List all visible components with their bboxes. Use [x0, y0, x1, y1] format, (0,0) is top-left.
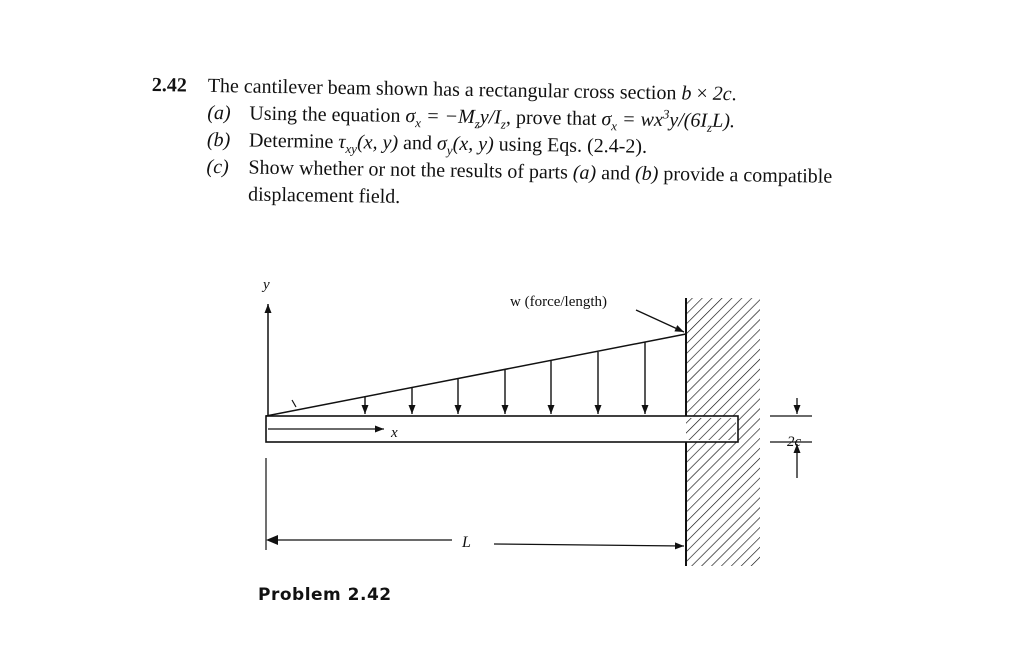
intro-text: The cantilever beam shown has a rectangular cross section: [207, 74, 677, 105]
dim-2c: 2c: [712, 82, 732, 106]
load-leader: [636, 310, 684, 332]
x-axis-label: x: [391, 425, 398, 441]
part-b: (b) Determine $\tau_{xy}(x$, y) and $\sigma_y(x$, y) using Eqs. (2.4-2).: [151, 126, 951, 166]
dim-end: .: [731, 83, 737, 106]
part-a-label: (a): [207, 101, 231, 125]
part-c-label: (c): [206, 155, 229, 179]
tau-xy: $\tau_{xy}(x$, y): [338, 130, 399, 157]
length-arrow-left: [266, 535, 278, 545]
figure-caption: Problem 2.42: [258, 585, 392, 605]
load-label: w (force/length): [510, 294, 608, 310]
y-axis-label: y: [263, 277, 270, 293]
load-tick: [292, 400, 296, 407]
load-line: [266, 334, 686, 416]
equation-1: $\sigma_x = -M_zy/I_z$: [405, 104, 506, 132]
part-a-text-2: , prove that: [505, 106, 597, 130]
length-line-right: [494, 544, 684, 546]
problem-number: 2.42: [151, 73, 187, 97]
equation-2: $\sigma_x = wx^3y/(6I_zL)$.: [601, 106, 736, 135]
part-c: (c) Show whether or not the results of parts (a) and (b) provide a compatible: [150, 153, 950, 193]
dim-b: b: [681, 82, 692, 105]
beam-embed: [686, 418, 736, 440]
part-b-text-2: using Eqs. (2.4-2).: [493, 133, 648, 158]
part-b-text: Determine: [248, 129, 334, 153]
load-arrows: [365, 342, 645, 414]
sigma-y: $\sigma_y(x$, y): [436, 132, 494, 158]
length-label: L: [462, 534, 471, 551]
part-c-continued: displacement field.: [247, 183, 401, 208]
part-c-text: Show whether or not the results of parts: [248, 156, 569, 184]
dim-times: ×: [691, 82, 713, 105]
part-b-label: (b): [206, 128, 231, 152]
thickness-label: 2c: [787, 434, 802, 450]
part-a-text: Using the equation: [249, 102, 401, 127]
